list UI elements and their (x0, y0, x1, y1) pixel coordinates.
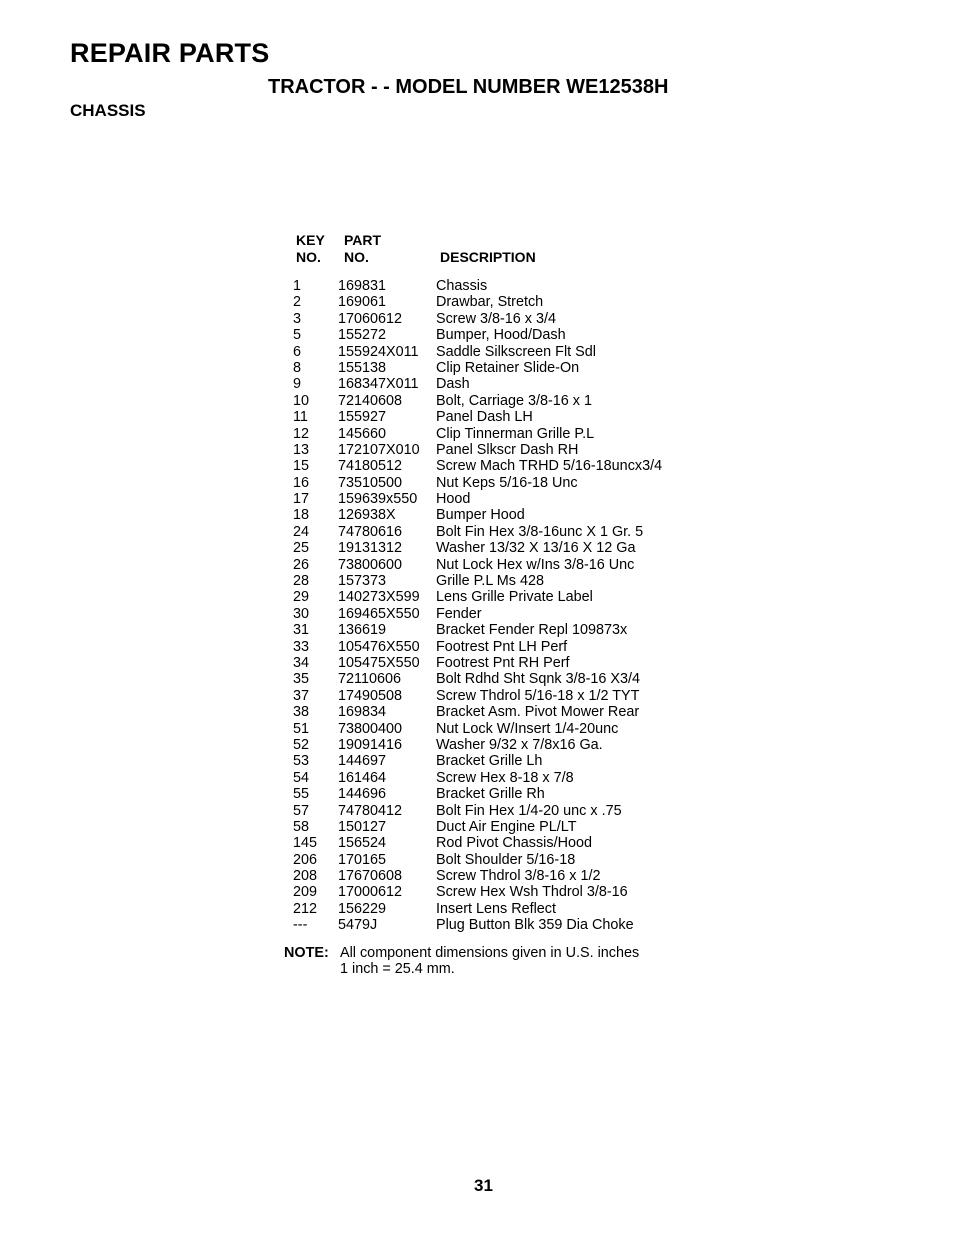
description-cell: Footrest Pnt RH Perf (436, 654, 570, 671)
key-no-cell: 5 (293, 327, 302, 344)
description-cell: Hood (436, 491, 471, 508)
note-label: NOTE: (284, 945, 329, 961)
description-cell: Screw Thdrol 5/16-18 x 1/2 TYT (436, 687, 640, 704)
description-cell: Insert Lens Reflect (436, 900, 556, 917)
description-cell: Bracket Grille Rh (436, 786, 545, 803)
key-no-cell: 28 (293, 573, 310, 590)
description-cell: Rod Pivot Chassis/Hood (436, 835, 592, 852)
key-no-cell: 25 (293, 540, 310, 557)
part-no-cell: 157373 (338, 573, 387, 590)
header-part-no (344, 232, 381, 266)
key-no-cell: --- (293, 917, 308, 934)
description-cell: Duct Air Engine PL/LT (436, 818, 577, 835)
part-no-cell: 155272 (338, 327, 387, 344)
key-no-cell: 58 (293, 818, 310, 835)
key-no-cell: 13 (293, 441, 310, 458)
part-no-cell: 17000612 (338, 884, 403, 901)
description-cell: Bolt, Carriage 3/8-16 x 1 (436, 392, 592, 409)
description-cell: Bumper Hood (436, 507, 525, 524)
key-no-cell: 16 (293, 474, 310, 491)
key-no-cell: 31 (293, 622, 310, 639)
header-key-no (296, 232, 325, 266)
part-no-cell: 170165 (338, 851, 387, 868)
key-no-cell: 54 (293, 769, 310, 786)
key-no-cell: 15 (293, 458, 310, 475)
part-no-cell: 159639x550 (338, 491, 418, 508)
key-no-cell: 18 (293, 507, 310, 524)
key-no-cell: 26 (293, 556, 310, 573)
part-no-cell: 72140608 (338, 392, 403, 409)
description-cell: Nut Keps 5/16-18 Unc (436, 474, 578, 491)
description-cell: Nut Lock Hex w/Ins 3/8-16 Unc (436, 556, 635, 573)
page-title: REPAIR PARTS (70, 38, 270, 68)
key-no-cell: 24 (293, 523, 310, 540)
description-cell: Bolt Fin Hex 1/4-20 unc x .75 (436, 802, 622, 819)
key-no-cell: 38 (293, 704, 310, 721)
key-no-cell: 145 (293, 835, 318, 852)
description-cell: Bumper, Hood/Dash (436, 327, 566, 344)
description-cell: Bracket Grille Lh (436, 753, 543, 770)
description-cell: Screw Hex Wsh Thdrol 3/8-16 (436, 884, 628, 901)
page-number: 31 (474, 1176, 493, 1195)
model-subtitle: TRACTOR - - MODEL NUMBER WE12538H (268, 76, 669, 98)
part-no-cell: 144697 (338, 753, 387, 770)
key-no-cell: 3 (293, 310, 302, 327)
header-part-line2: NO. (344, 249, 369, 265)
key-no-cell: 37 (293, 687, 310, 704)
part-no-cell: 17060612 (338, 310, 403, 327)
key-no-cell: 10 (293, 392, 310, 409)
part-no-cell: 74180512 (338, 458, 403, 475)
part-no-cell: 74780412 (338, 802, 403, 819)
part-no-cell: 73510500 (338, 474, 403, 491)
part-no-cell: 161464 (338, 769, 387, 786)
description-cell: Washer 9/32 x 7/8x16 Ga. (436, 736, 603, 753)
key-no-cell: 8 (293, 359, 302, 376)
key-no-cell: 33 (293, 638, 310, 655)
description-cell: Lens Grille Private Label (436, 589, 593, 606)
key-no-cell: 6 (293, 343, 302, 360)
key-no-cell: 51 (293, 720, 310, 737)
header-key-line1: KEY (296, 232, 325, 248)
header-key-line2: NO. (296, 249, 321, 265)
key-no-cell: 2 (293, 294, 302, 311)
description-cell: Bracket Fender Repl 109873x (436, 622, 628, 639)
part-no-cell: 73800600 (338, 556, 403, 573)
description-cell: Washer 13/32 X 13/16 X 12 Ga (436, 540, 636, 557)
note-line-1: All component dimensions given in U.S. inches (340, 945, 640, 961)
description-cell: Fender (436, 605, 482, 622)
description-cell: Chassis (436, 278, 488, 294)
description-cell: Screw Hex 8-18 x 7/8 (436, 769, 574, 786)
description-cell: Panel Dash LH (436, 409, 533, 426)
part-no-cell: 140273X599 (338, 589, 420, 606)
key-no-cell: 9 (293, 376, 302, 393)
description-cell: Bolt Fin Hex 3/8-16unc X 1 Gr. 5 (436, 523, 644, 540)
key-no-cell: 208 (293, 868, 318, 885)
header-part-line1: PART (344, 232, 382, 248)
part-no-cell: 72110606 (338, 671, 401, 688)
key-no-cell: 57 (293, 802, 310, 819)
part-no-cell: 105476X550 (338, 638, 420, 655)
key-no-cell: 11 (293, 409, 308, 426)
description-cell: Screw Mach TRHD 5/16-18uncx3/4 (436, 458, 663, 475)
part-no-cell: 145660 (338, 425, 387, 442)
part-no-cell: 144696 (338, 786, 387, 803)
description-cell: Bracket Asm. Pivot Mower Rear (436, 704, 640, 721)
part-no-cell: 169831 (338, 278, 387, 294)
description-cell: Plug Button Blk 359 Dia Choke (436, 917, 634, 934)
part-no-cell: 155927 (338, 409, 387, 426)
description-cell: Dash (436, 376, 470, 393)
part-no-cell: 169834 (338, 704, 387, 721)
part-no-cell: 17490508 (338, 687, 403, 704)
key-no-cell: 206 (293, 851, 318, 868)
description-cell: Bolt Rdhd Sht Sqnk 3/8-16 X3/4 (436, 671, 640, 688)
description-cell: Screw Thdrol 3/8-16 x 1/2 (436, 868, 601, 885)
key-no-cell: 1 (293, 278, 302, 294)
part-no-cell: 155924X011 (338, 343, 419, 360)
description-cell: Footrest Pnt LH Perf (436, 638, 568, 655)
header-description: DESCRIPTION (440, 249, 536, 265)
part-no-cell: 150127 (338, 818, 387, 835)
key-no-cell: 29 (293, 589, 310, 606)
description-cell: Panel Slkscr Dash RH (436, 441, 579, 458)
description-cell: Clip Tinnerman Grille P.L (436, 425, 595, 442)
key-no-cell: 53 (293, 753, 310, 770)
description-cell: Drawbar, Stretch (436, 294, 544, 311)
key-no-cell: 212 (293, 900, 318, 917)
part-no-cell: 126938X (338, 507, 396, 524)
description-cell: Grille P.L Ms 428 (436, 573, 544, 590)
part-no-cell: 105475X550 (338, 654, 420, 671)
description-cell: Clip Retainer Slide-On (436, 359, 580, 376)
part-no-cell: 19091416 (338, 736, 403, 753)
part-no-cell: 156229 (338, 900, 387, 917)
section-heading: CHASSIS (70, 101, 146, 120)
key-no-cell: 55 (293, 786, 310, 803)
part-no-cell: 155138 (338, 359, 387, 376)
part-no-cell: 19131312 (338, 540, 403, 557)
part-no-cell: 156524 (338, 835, 387, 852)
key-no-cell: 209 (293, 884, 318, 901)
note-line-2: 1 inch = 25.4 mm. (340, 961, 455, 977)
part-no-cell: 73800400 (338, 720, 403, 737)
key-no-cell: 52 (293, 736, 310, 753)
part-no-cell: 169465X550 (338, 605, 420, 622)
description-cell: Screw 3/8-16 x 3/4 (436, 310, 556, 327)
part-no-cell: 168347X011 (338, 376, 419, 393)
key-no-cell: 30 (293, 605, 310, 622)
part-no-cell: 172107X010 (338, 441, 420, 458)
key-no-cell: 35 (293, 671, 310, 688)
key-no-cell: 17 (293, 491, 310, 508)
key-no-cell: 12 (293, 425, 310, 442)
part-no-cell: 5479J (338, 917, 378, 934)
part-no-cell: 136619 (338, 622, 387, 639)
description-cell: Nut Lock W/Insert 1/4-20unc (436, 720, 619, 737)
part-no-cell: 17670608 (338, 868, 403, 885)
part-no-cell: 169061 (338, 294, 387, 311)
part-no-cell: 74780616 (338, 523, 403, 540)
description-cell: Bolt Shoulder 5/16-18 (436, 851, 576, 868)
key-no-cell: 34 (293, 654, 310, 671)
description-cell: Saddle Silkscreen Flt Sdl (436, 343, 596, 360)
